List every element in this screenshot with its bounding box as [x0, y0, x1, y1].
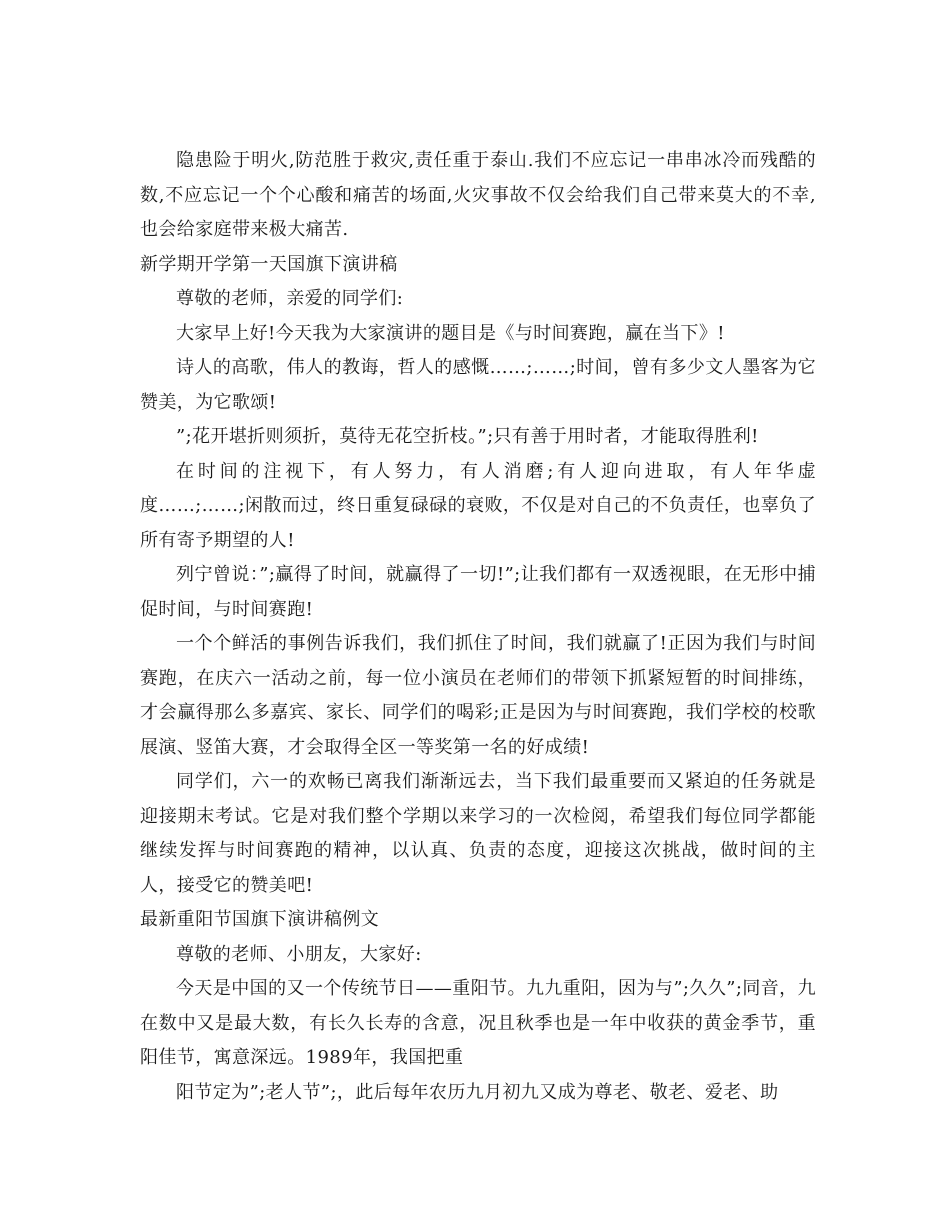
paragraph-elderly-day: 阳节定为”;老人节”;，此后每年农历九月初九又成为尊老、敬老、爱老、助 — [176, 1081, 779, 1103]
paragraph-festival-intro: 今天是中国的又一个传统节日——重阳节。九九重阳，因为与”;久久”;同音，九在数中又是最大数，有长久长寿的含意，况且秋季也是一年中收获的黄金季节，重阳佳节，寓意深远。1989年，我国把重 — [140, 978, 816, 1068]
section-title-double-ninth: 最新重阳节国旗下演讲稿例文 — [140, 909, 380, 930]
document-body — [140, 144, 816, 1110]
paragraph-exams: 同学们，六一的欢畅已离我们渐渐远去，当下我们最重要而又紧迫的任务就是迎接期末考试。它是对我们整个学期以来学习的一次检阅，希望我们每位同学都能继续发挥与时间赛跑的精神，以认真、负责的态度，迎接这次挑战，做时间的主人，接受它的赞美吧! — [140, 771, 816, 896]
paragraph-greeting: 尊敬的老师，亲爱的同学们: — [176, 288, 404, 309]
paragraph-topic: 大家早上好!今天我为大家演讲的题目是《与时间赛跑，赢在当下》! — [176, 322, 725, 344]
paragraph-time-gaze: 在时间的注视下，有人努力，有人消磨;有人迎向进取，有人年华虚度……;……;闲散而过，终日重复碌碌的衰败，不仅是对自己的不负责任，也辜负了所有寄予期望的人! — [140, 460, 816, 551]
paragraph-lenin-quote: 列宁曾说：”;赢得了时间，就赢得了一切!”;让我们都有一双透视眼，在无形中捕促时间，与时间赛跑! — [140, 564, 816, 620]
paragraph-poets: 诗人的高歌，伟人的教诲，哲人的感慨……;……;时间，曾有多少文人墨客为它赞美，为它歌颂! — [140, 357, 816, 413]
paragraph-examples: 一个个鲜活的事例告诉我们，我们抓住了时间，我们就赢了!正因为我们与时间赛跑，在庆六一活动之前，每一位小演员在老师们的带领下抓紧短暂的时间排练，才会赢得那么多嘉宾、家长、同学们的喝彩;正是因为与时间赛跑，我们学校的校歌展演、竖笛大赛，才会取得全区一等奖第一名的好成绩! — [140, 633, 816, 758]
paragraph-greeting-2: 尊敬的老师、小朋友，大家好: — [176, 943, 422, 965]
paragraph-fire-safety: 隐患险于明火,防范胜于救灾,责任重于泰山.我们不应忘记一串串冰冷而残酷的数,不应忘记一个个心酸和痛苦的场面,火灾事故不仅会给我们自己带来莫大的不幸,也会给家庭带来极大痛苦. — [140, 150, 816, 240]
paragraph-quote-flowers: ”;花开堪折则须折，莫待无花空折枝。”;只有善于用时者，才能取得胜利! — [176, 426, 759, 447]
section-title-new-semester: 新学期开学第一天国旗下演讲稿 — [140, 253, 398, 275]
